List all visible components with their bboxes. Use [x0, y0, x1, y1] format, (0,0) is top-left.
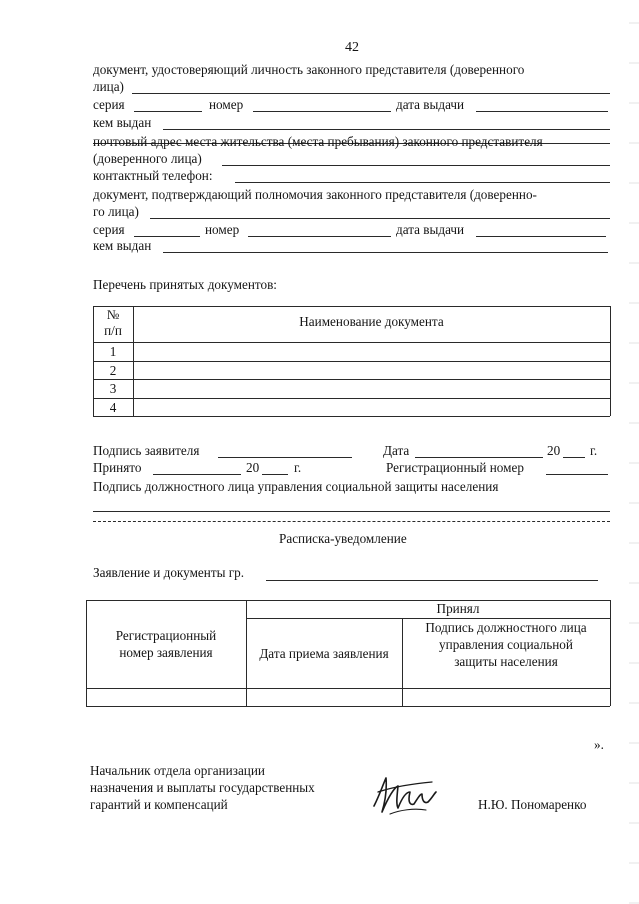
number-label-2: номер: [205, 222, 240, 237]
documents-table: [93, 306, 610, 416]
rep-doc-line2: лица): [93, 79, 124, 94]
table-row-num: 2: [109, 363, 117, 378]
official-signature-field[interactable]: [93, 511, 610, 512]
statement-field[interactable]: [266, 580, 598, 581]
issued-by-field[interactable]: [163, 129, 610, 130]
rep-doc-line1: документ, удостоверяющий личность законного представителя (доверенного: [93, 62, 525, 77]
col-num-header-2: п/п: [104, 323, 122, 338]
series-label: серия: [93, 97, 125, 112]
doc-name-cell-2[interactable]: [134, 362, 610, 379]
issued-by-label-2: кем выдан: [93, 238, 152, 253]
table-row-num: 4: [109, 400, 117, 415]
col-reg-header-1: Регистрационный: [115, 628, 217, 643]
year-field[interactable]: [563, 457, 585, 458]
official-sign-cell[interactable]: [403, 689, 610, 706]
phone-field[interactable]: [235, 182, 610, 183]
number-field[interactable]: [253, 111, 391, 112]
authority-field[interactable]: [150, 218, 610, 219]
signature-icon: [370, 768, 442, 820]
accepted-year-field[interactable]: [262, 474, 288, 475]
col-date-header: Дата приема заявления: [259, 646, 389, 661]
position-line2: назначения и выплаты государственных: [90, 780, 315, 795]
doc-name-cell-3[interactable]: [134, 380, 610, 398]
closing-quote: ».: [594, 737, 604, 752]
col-name-header: Наименование документа: [299, 314, 444, 329]
authority-line1: документ, подтверждающий полномочия законного представителя (доверенно-: [93, 187, 537, 202]
address-field[interactable]: [222, 165, 610, 166]
date-label: Дата: [383, 443, 410, 458]
documents-list-title: Перечень принятых документов:: [93, 277, 277, 292]
doc-name-cell-1[interactable]: [134, 343, 610, 361]
issue-date-field-2[interactable]: [476, 236, 606, 237]
table-row-num: 3: [109, 381, 117, 396]
col-sign-header-1: Подпись должностного лица: [425, 620, 587, 635]
year-suffix: г.: [590, 443, 598, 458]
issue-date-label: дата выдачи: [396, 97, 465, 112]
number-label: номер: [209, 97, 244, 112]
col-sign-header-3: защиты населения: [454, 654, 558, 669]
issued-by-label: кем выдан: [93, 115, 152, 130]
cut-line: [93, 521, 610, 522]
page-number: 42: [345, 40, 359, 55]
statement-label: Заявление и документы гр.: [93, 565, 245, 580]
address-line2: (доверенного лица): [93, 151, 202, 166]
scan-edge: [629, 0, 639, 904]
receipt-table: [86, 600, 610, 706]
address-line1: почтовый адрес места жительства (места пребывания) законного представителя: [93, 134, 543, 149]
issue-date-field[interactable]: [476, 111, 608, 112]
reg-number-field[interactable]: [546, 474, 608, 475]
table-row-num: 1: [109, 344, 117, 359]
applicant-signature-field[interactable]: [218, 457, 352, 458]
official-name: Н.Ю. Пономаренко: [478, 797, 587, 812]
issued-by-field-3[interactable]: [163, 252, 608, 253]
issue-date-label-2: дата выдачи: [396, 222, 465, 237]
year-prefix: 20: [547, 443, 561, 458]
date-field[interactable]: [415, 457, 543, 458]
accepted-label: Принято: [93, 460, 142, 475]
position-line1: Начальник отдела организации: [90, 763, 265, 778]
position-line3: гарантий и компенсаций: [90, 797, 228, 812]
receipt-title: Расписка-уведомление: [279, 531, 407, 546]
accepted-date-field[interactable]: [153, 474, 241, 475]
col-accepted-header: Принял: [436, 601, 480, 616]
col-sign-header-2: управления социальной: [439, 637, 573, 652]
series-field-2[interactable]: [134, 236, 200, 237]
accept-date-cell[interactable]: [247, 689, 402, 706]
col-reg-header-2: номер заявления: [119, 645, 213, 660]
official-signature-label: Подпись должностного лица управления социальной защиты населения: [93, 479, 499, 494]
col-num-header-1: №: [106, 307, 120, 322]
accepted-year-prefix: 20: [246, 460, 260, 475]
phone-label: контактный телефон:: [93, 168, 213, 183]
rep-doc-field[interactable]: [132, 93, 610, 94]
series-label-2: серия: [93, 222, 125, 237]
series-field[interactable]: [134, 111, 202, 112]
number-field-2[interactable]: [248, 236, 391, 237]
reg-number-label: Регистрационный номер: [386, 460, 524, 475]
authority-line2: го лица): [93, 204, 139, 219]
doc-name-cell-4[interactable]: [134, 399, 610, 416]
accepted-year-suffix: г.: [294, 460, 302, 475]
reg-number-cell[interactable]: [87, 689, 246, 706]
applicant-signature-label: Подпись заявителя: [93, 443, 200, 458]
